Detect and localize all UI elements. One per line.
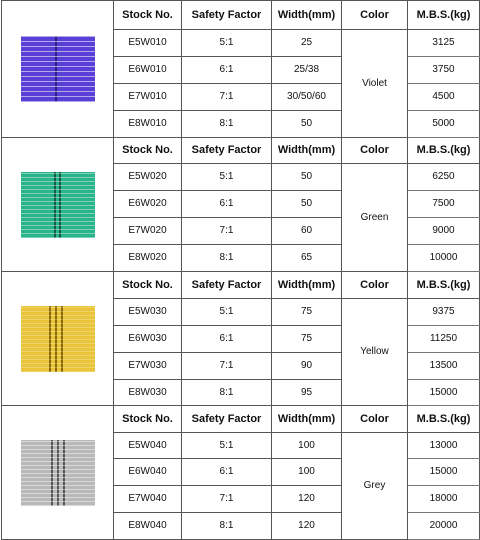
- color-cell: Green: [342, 164, 408, 272]
- header-safety-factor: Safety Factor: [182, 1, 272, 30]
- header-stock-no: Stock No.: [114, 272, 182, 299]
- webbing-spec-table: [1, 0, 480, 540]
- safety-factor-cell: 7:1: [182, 218, 272, 245]
- width-cell: 30/50/60: [272, 84, 342, 111]
- header-width: Width(mm): [272, 406, 342, 433]
- header-row: [2, 138, 480, 164]
- stock-no-cell: E5W010: [114, 30, 182, 57]
- header-color: Color: [342, 138, 408, 164]
- safety-factor-cell: 8:1: [182, 513, 272, 540]
- header-row: [2, 406, 480, 433]
- header-width: Width(mm): [272, 1, 342, 30]
- stock-no-cell: E5W040: [114, 433, 182, 459]
- mbs-cell: 11250: [408, 326, 480, 353]
- width-cell: 75: [272, 326, 342, 353]
- swatch-cell: [2, 272, 114, 406]
- mbs-cell: 3125: [408, 30, 480, 57]
- mbs-cell: 9000: [408, 218, 480, 245]
- header-color: Color: [342, 272, 408, 299]
- mbs-cell: 15000: [408, 459, 480, 486]
- header-mbs: M.B.S.(kg): [408, 138, 480, 164]
- safety-factor-cell: 7:1: [182, 353, 272, 380]
- color-cell: Grey: [342, 433, 408, 540]
- stock-no-cell: E7W040: [114, 486, 182, 513]
- header-row: [2, 272, 480, 299]
- stock-no-cell: E7W030: [114, 353, 182, 380]
- stock-no-cell: E7W020: [114, 218, 182, 245]
- width-cell: 90: [272, 353, 342, 380]
- mbs-cell: 9375: [408, 299, 480, 326]
- header-mbs: M.B.S.(kg): [408, 272, 480, 299]
- color-cell: Violet: [342, 30, 408, 138]
- width-cell: 25/38: [272, 57, 342, 84]
- header-stock-no: Stock No.: [114, 406, 182, 433]
- stock-no-cell: E7W010: [114, 84, 182, 111]
- safety-factor-cell: 7:1: [182, 486, 272, 513]
- color-cell: Yellow: [342, 299, 408, 406]
- width-cell: 25: [272, 30, 342, 57]
- mbs-cell: 10000: [408, 245, 480, 272]
- safety-factor-cell: 5:1: [182, 164, 272, 191]
- header-width: Width(mm): [272, 272, 342, 299]
- stock-no-cell: E8W030: [114, 380, 182, 406]
- swatch-cell: [2, 138, 114, 272]
- stock-no-cell: E6W040: [114, 459, 182, 486]
- header-mbs: M.B.S.(kg): [408, 1, 480, 30]
- stock-no-cell: E8W010: [114, 111, 182, 138]
- width-cell: 95: [272, 380, 342, 406]
- violet-webbing-swatch-image: [21, 36, 95, 102]
- stock-no-cell: E6W030: [114, 326, 182, 353]
- mbs-cell: 6250: [408, 164, 480, 191]
- yellow-webbing-swatch-image: [21, 306, 95, 372]
- safety-factor-cell: 6:1: [182, 57, 272, 84]
- header-width: Width(mm): [272, 138, 342, 164]
- header-stock-no: Stock No.: [114, 138, 182, 164]
- header-safety-factor: Safety Factor: [182, 138, 272, 164]
- safety-factor-cell: 5:1: [182, 433, 272, 459]
- header-row: [2, 1, 480, 30]
- header-mbs: M.B.S.(kg): [408, 406, 480, 433]
- mbs-cell: 13500: [408, 353, 480, 380]
- width-cell: 65: [272, 245, 342, 272]
- mbs-cell: 3750: [408, 57, 480, 84]
- stock-no-cell: E6W010: [114, 57, 182, 84]
- stock-no-cell: E5W030: [114, 299, 182, 326]
- safety-factor-cell: 5:1: [182, 30, 272, 57]
- safety-factor-cell: 6:1: [182, 191, 272, 218]
- width-cell: 100: [272, 459, 342, 486]
- header-color: Color: [342, 406, 408, 433]
- header-safety-factor: Safety Factor: [182, 406, 272, 433]
- width-cell: 75: [272, 299, 342, 326]
- width-cell: 50: [272, 191, 342, 218]
- safety-factor-cell: 5:1: [182, 299, 272, 326]
- mbs-cell: 20000: [408, 513, 480, 540]
- width-cell: 50: [272, 164, 342, 191]
- safety-factor-cell: 8:1: [182, 111, 272, 138]
- width-cell: 120: [272, 486, 342, 513]
- stock-no-cell: E6W020: [114, 191, 182, 218]
- safety-factor-cell: 8:1: [182, 245, 272, 272]
- width-cell: 100: [272, 433, 342, 459]
- width-cell: 50: [272, 111, 342, 138]
- mbs-cell: 5000: [408, 111, 480, 138]
- mbs-cell: 4500: [408, 84, 480, 111]
- safety-factor-cell: 6:1: [182, 326, 272, 353]
- mbs-cell: 15000: [408, 380, 480, 406]
- green-webbing-swatch-image: [21, 172, 95, 238]
- header-safety-factor: Safety Factor: [182, 272, 272, 299]
- width-cell: 120: [272, 513, 342, 540]
- safety-factor-cell: 6:1: [182, 459, 272, 486]
- header-stock-no: Stock No.: [114, 1, 182, 30]
- grey-webbing-swatch-image: [21, 440, 95, 506]
- width-cell: 60: [272, 218, 342, 245]
- swatch-cell: [2, 1, 114, 138]
- stock-no-cell: E8W040: [114, 513, 182, 540]
- safety-factor-cell: 8:1: [182, 380, 272, 406]
- mbs-cell: 18000: [408, 486, 480, 513]
- stock-no-cell: E5W020: [114, 164, 182, 191]
- mbs-cell: 13000: [408, 433, 480, 459]
- header-color: Color: [342, 1, 408, 30]
- safety-factor-cell: 7:1: [182, 84, 272, 111]
- swatch-cell: [2, 406, 114, 540]
- stock-no-cell: E8W020: [114, 245, 182, 272]
- mbs-cell: 7500: [408, 191, 480, 218]
